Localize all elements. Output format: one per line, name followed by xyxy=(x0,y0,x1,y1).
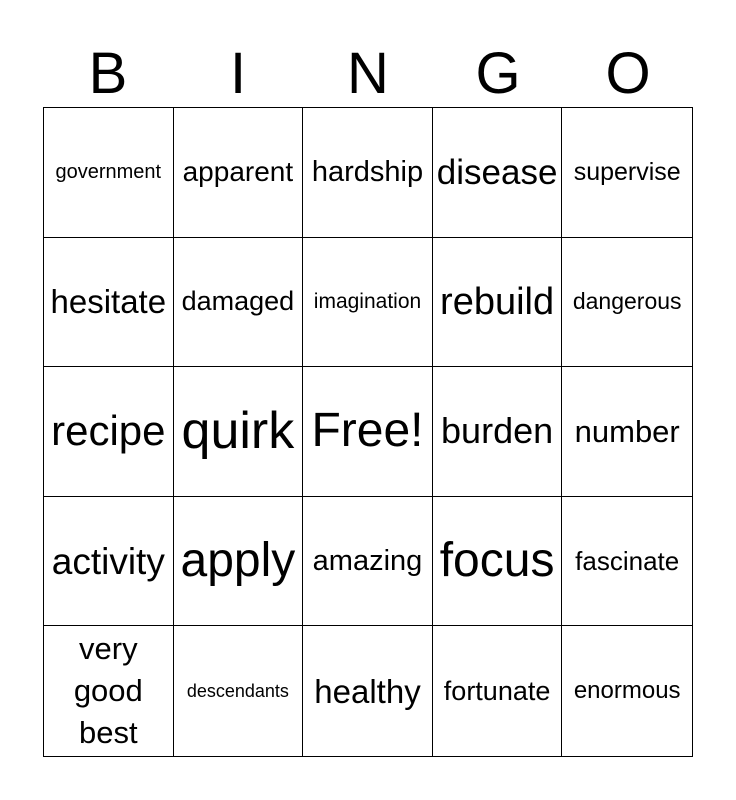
header-letter-g: G xyxy=(475,41,521,106)
cell-word: apply xyxy=(180,534,296,588)
header-letter-n: N xyxy=(347,41,389,106)
cell-word: hesitate xyxy=(50,283,167,321)
bingo-cell[interactable] xyxy=(303,108,433,238)
header-letter-o: O xyxy=(605,41,651,106)
cell-word: fortunate xyxy=(443,675,551,706)
bingo-cell[interactable] xyxy=(433,108,563,238)
cell-word: fascinate xyxy=(575,546,680,577)
cell-word: focus xyxy=(439,534,555,588)
bingo-cell[interactable] xyxy=(174,626,304,756)
bingo-cell[interactable] xyxy=(174,367,304,497)
cell-word: apparent xyxy=(182,156,294,188)
bingo-cell[interactable] xyxy=(44,367,174,497)
bingo-cell[interactable] xyxy=(562,626,692,756)
bingo-cell[interactable] xyxy=(174,108,304,238)
header-letter-b: B xyxy=(88,41,128,106)
free-space-label: Free! xyxy=(311,404,424,458)
bingo-cell[interactable] xyxy=(303,238,433,368)
bingo-cell[interactable] xyxy=(433,238,563,368)
bingo-cell[interactable] xyxy=(433,367,563,497)
bingo-cell[interactable] xyxy=(433,626,563,756)
bingo-cell[interactable] xyxy=(562,108,692,238)
cell-word: quirk xyxy=(181,402,295,461)
cell-word: rebuild xyxy=(440,280,555,323)
bingo-cell[interactable] xyxy=(562,238,692,368)
bingo-cell[interactable] xyxy=(174,238,304,368)
cell-word: disease xyxy=(436,152,558,192)
bingo-cell[interactable] xyxy=(44,238,174,368)
bingo-cell[interactable] xyxy=(44,626,174,756)
cell-word: healthy xyxy=(314,672,421,710)
cell-word: hardship xyxy=(311,155,424,188)
cell-word: damaged xyxy=(181,286,295,317)
bingo-cell[interactable] xyxy=(562,367,692,497)
cell-word: activity xyxy=(51,540,165,582)
bingo-cell[interactable] xyxy=(433,497,563,627)
cell-word: number xyxy=(574,413,680,449)
cell-word: burden xyxy=(441,410,554,452)
bingo-cell[interactable] xyxy=(174,497,304,627)
bingo-cell[interactable] xyxy=(44,108,174,238)
bingo-cell[interactable] xyxy=(44,497,174,627)
cell-word: enormous xyxy=(573,677,681,705)
cell-word: descendants xyxy=(186,681,289,702)
cell-word: recipe xyxy=(51,407,166,455)
cell-word: very good best xyxy=(73,631,143,751)
bingo-cell[interactable] xyxy=(562,497,692,627)
header-letter-i: I xyxy=(229,41,247,106)
bingo-header xyxy=(43,40,693,108)
free-space-cell[interactable] xyxy=(303,367,433,497)
cell-word: amazing xyxy=(312,544,423,577)
bingo-board xyxy=(43,107,693,757)
cell-word: imagination xyxy=(313,290,422,314)
cell-word: dangerous xyxy=(572,288,682,315)
bingo-cell[interactable] xyxy=(303,626,433,756)
bingo-cell[interactable] xyxy=(303,497,433,627)
cell-word: government xyxy=(55,161,162,184)
cell-word: supervise xyxy=(573,157,681,186)
